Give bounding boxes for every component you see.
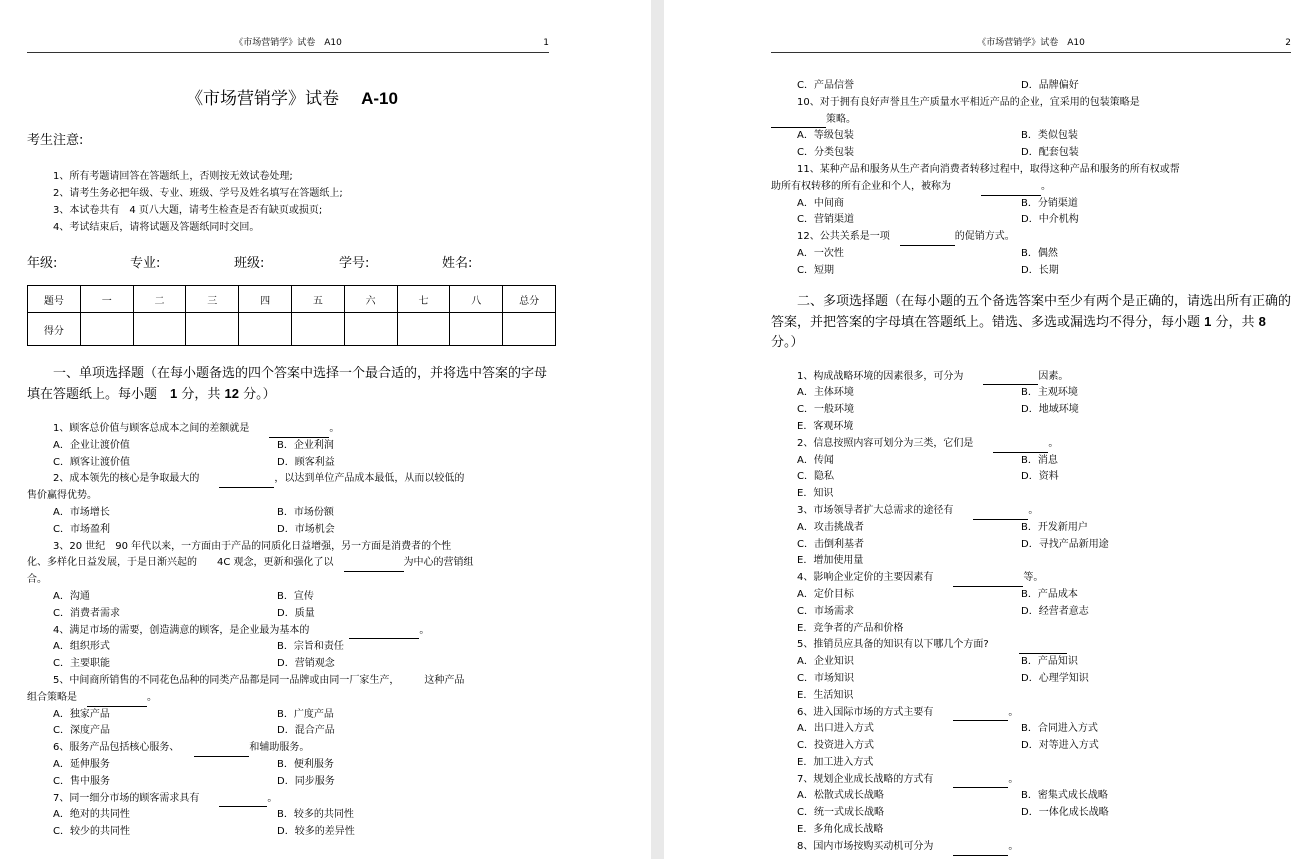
options-row [27, 455, 557, 472]
options-row [27, 723, 557, 740]
question-text: 1、顾客总价值与顾客总成本之间的差额就是 [53, 423, 250, 434]
question-text: 。 [1028, 504, 1039, 516]
question-7 [27, 791, 557, 808]
options-row [27, 707, 557, 724]
option: C．市场盈利 [53, 523, 110, 535]
option: D．市场机会 [277, 523, 335, 535]
options-row [771, 419, 1291, 436]
notice-heading: 考生注意: [27, 133, 84, 148]
option: C．市场需求 [797, 605, 854, 617]
option: C．顾客让渡价值 [53, 456, 130, 468]
option: C．隐私 [797, 471, 834, 483]
question-text: 6、服务产品包括核心服务、 [53, 742, 175, 754]
question-text: 和辅助服务。 [249, 742, 310, 754]
table-cell: 题号 [28, 286, 81, 313]
title-text: 《市场营销学》试卷 [186, 89, 340, 109]
section-text: 分。） [238, 387, 276, 402]
table-cell: 二 [133, 286, 186, 313]
section-number: 12 [224, 386, 239, 401]
question-text: 。 [1008, 840, 1019, 852]
question-text: 。 [1048, 437, 1059, 449]
options-row [771, 78, 1291, 95]
answer-blank [953, 843, 1008, 856]
options-row [27, 522, 557, 539]
option: E．知识 [797, 488, 834, 500]
options-row [27, 774, 557, 791]
options-row [771, 469, 1291, 486]
option: C．短期 [797, 264, 834, 276]
answer-blank [993, 440, 1048, 453]
question-text: 4、影响企业定价的主要因素有 [797, 572, 934, 584]
options-row [771, 721, 1291, 738]
option: B．较多的共同性 [277, 809, 354, 821]
answer-blank [349, 626, 419, 639]
option: B．市场份额 [277, 506, 334, 518]
answer-blank [953, 708, 1008, 721]
page-number: 2 [1285, 38, 1291, 48]
option: C．深度产品 [53, 725, 110, 737]
option: B．宣传 [277, 590, 314, 602]
option: A．市场增长 [53, 506, 110, 518]
question-text: 为中心的营销组 [403, 557, 474, 569]
option: D．对等进入方式 [1021, 740, 1099, 752]
option: A．中间商 [797, 197, 844, 209]
title-code: A-10 [361, 89, 398, 108]
options-row [771, 128, 1291, 145]
question-m3 [771, 503, 1291, 520]
score-cell [239, 313, 292, 346]
option: B．合同进入方式 [1021, 723, 1098, 735]
question-m4 [771, 570, 1291, 587]
question-text: 7、同一细分市场的顾客需求具有 [53, 792, 200, 804]
options-row [771, 263, 1291, 280]
options-row [771, 587, 1291, 604]
option: D．混合产品 [277, 725, 335, 737]
question-text: 4、满足市场的需要，创造满意的顾客，是企业最为基本的 [53, 624, 310, 636]
option: C．产品信誉 [797, 80, 854, 91]
question-text: 的促销方式。 [954, 231, 1015, 243]
option: D．品牌偏好 [1021, 80, 1079, 91]
answer-blank [87, 694, 147, 707]
option: D．寻找产品新用途 [1021, 538, 1109, 550]
answer-blank [1019, 641, 1067, 654]
option: E．增加使用量 [797, 555, 864, 567]
options-row [771, 755, 1291, 772]
option: A．一次性 [797, 247, 844, 259]
section-number: 1 [1204, 313, 1212, 329]
option: C．一般环境 [797, 404, 854, 416]
score-cell [291, 313, 344, 346]
options-row [771, 453, 1291, 470]
question-text: 策略。 [826, 113, 856, 125]
table-cell: 总分 [503, 286, 556, 313]
question-text: 8、国内市场按购买动机可分为 [797, 840, 934, 852]
option: B．消息 [1021, 454, 1058, 466]
question-text: 。 [1041, 180, 1051, 192]
options-row [771, 738, 1291, 755]
options-row [27, 505, 557, 522]
option: C．主要职能 [53, 658, 110, 670]
section-text: 分。） [771, 334, 804, 350]
question-text: 2、信息按照内容可划分为三类，它们是 [797, 437, 974, 449]
question-11-cont [771, 179, 1291, 196]
question-11: 11、某种产品和服务从生产者向消费者转移过程中，取得这种产品和服务的所有权或帮 [797, 163, 1180, 175]
option: A．企业让渡价值 [53, 439, 130, 451]
question-3: 3、20 世纪 90 年代以来，一方面由于产品的同质化日益增强，另一方面是消费者的个性 [53, 540, 452, 552]
option: A．独家产品 [53, 708, 110, 720]
option: D．营销观念 [277, 658, 335, 670]
options-row [771, 385, 1291, 402]
option: B．企业利润 [277, 439, 334, 451]
options-row [771, 788, 1291, 805]
options-row [27, 807, 557, 824]
question-text: 组合策略是 [27, 691, 77, 703]
option: E．加工进入方式 [797, 756, 874, 768]
section-number: 1 [170, 386, 178, 401]
option: C．营销渠道 [797, 214, 854, 226]
answer-blank [981, 183, 1041, 196]
option: E．多角化成长战略 [797, 824, 884, 836]
answer-blank [953, 574, 1023, 587]
name-label: 姓名: [442, 256, 473, 271]
option: A．组织形式 [53, 641, 110, 653]
question-text: 化、多样化日益发展，于是日渐兴起的 4C 观念，更新和强化了以 [27, 557, 334, 569]
section-text: 分，共 [1211, 314, 1259, 330]
question-2-cont: 售价赢得优势。 [27, 490, 97, 502]
option: E．生活知识 [797, 689, 854, 701]
question-text: 3、市场领导者扩大总需求的途径有 [797, 504, 954, 516]
option: D．经营者意志 [1021, 605, 1089, 617]
score-cell [450, 313, 503, 346]
table-cell: 三 [186, 286, 239, 313]
score-cell [186, 313, 239, 346]
header-title: 《市场营销学》试卷 A10 [234, 38, 342, 48]
options-row [771, 212, 1291, 229]
options-row [771, 604, 1291, 621]
question-2 [27, 471, 557, 488]
question-10: 10、对于拥有良好声誉且生产质量水平相近产品的企业，宜采用的包装策略是 [797, 96, 1140, 108]
options-row [771, 520, 1291, 537]
answer-blank [953, 775, 1008, 788]
question-text: 12、公共关系是一项 [797, 231, 890, 243]
table-cell: 五 [291, 286, 344, 313]
option: B．偶然 [1021, 247, 1058, 259]
option: B．开发新用户 [1021, 521, 1088, 533]
answer-blank [219, 794, 267, 807]
option: B．主观环境 [1021, 387, 1078, 399]
options-row [27, 438, 557, 455]
question-m2 [771, 436, 1291, 453]
section-text: 分，共 [177, 387, 225, 402]
options-row [771, 822, 1291, 839]
options-row [771, 654, 1291, 671]
question-4 [27, 623, 557, 640]
header-title: 《市场营销学》试卷 A10 [977, 38, 1085, 48]
question-text: 1、构成战略环境的因素很多，可分为 [797, 370, 964, 382]
option: B．密集式成长战略 [1021, 790, 1108, 802]
option: C．击倒利基者 [797, 538, 864, 550]
notice-item: 4、考试结束后，请将试题及答题纸同时交回。 [53, 222, 260, 233]
option: C．投资进入方式 [797, 740, 874, 752]
option: B．类似包装 [1021, 130, 1078, 142]
table-cell: 六 [344, 286, 397, 313]
options-row [27, 757, 557, 774]
answer-blank [771, 115, 826, 128]
table-cell: 七 [397, 286, 450, 313]
option: A．等级包装 [797, 130, 854, 142]
option: D．同步服务 [277, 775, 335, 787]
question-m6 [771, 705, 1291, 722]
answer-blank [344, 559, 404, 572]
option: A．出口进入方式 [797, 723, 874, 735]
answer-blank [973, 507, 1028, 520]
option: A．松散式成长战略 [797, 790, 884, 802]
notice-item: 2、请考生务必把年级、专业、班级、学号及姓名填写在答题纸上; [53, 188, 343, 199]
options-row [771, 805, 1291, 822]
question-text: 。 [1008, 773, 1019, 785]
options-row [27, 589, 557, 606]
exam-title [27, 88, 557, 110]
score-table-header-row [28, 286, 556, 313]
question-text: 2、成本领先的核心是争取最大的 [53, 473, 200, 485]
question-m8 [771, 839, 1291, 856]
option: C．统一式成长战略 [797, 807, 884, 819]
question-text: 5、推销员应具备的知识有以下哪几个方面? [797, 639, 989, 651]
option: A．沟通 [53, 590, 90, 602]
grade-label: 年级: [27, 256, 58, 271]
options-row [771, 553, 1291, 570]
option: D．地域环境 [1021, 404, 1079, 416]
answer-blank [983, 372, 1038, 385]
question-text: 。 [1008, 706, 1019, 718]
section-2-heading [771, 292, 1291, 353]
options-row [27, 824, 557, 841]
options-row [771, 537, 1291, 554]
options-row [771, 688, 1291, 705]
section-number: 8 [1258, 313, 1266, 329]
option: C．市场知识 [797, 672, 854, 684]
score-cell [80, 313, 133, 346]
option: A．攻击挑战者 [797, 521, 864, 533]
option: C．较少的共同性 [53, 826, 130, 838]
question-m1 [771, 369, 1291, 386]
question-6 [27, 740, 557, 757]
class-label: 班级: [234, 256, 265, 271]
option: D．顾客利益 [277, 456, 335, 468]
question-text: 6、进入国际市场的方式主要有 [797, 706, 934, 718]
option: D．配套包装 [1021, 147, 1079, 159]
option: B．宗旨和责任 [277, 641, 344, 653]
option: D．中介机构 [1021, 214, 1079, 226]
option: D．资料 [1021, 471, 1059, 483]
option: A．主体环境 [797, 387, 854, 399]
option: D．一体化成长战略 [1021, 807, 1109, 819]
score-cell [397, 313, 450, 346]
option: D．质量 [277, 607, 315, 619]
score-table [27, 285, 556, 346]
question-m7 [771, 772, 1291, 789]
major-label: 专业: [130, 256, 161, 271]
table-cell: 四 [239, 286, 292, 313]
question-5-cont [27, 690, 557, 707]
option: C．消费者需求 [53, 607, 120, 619]
options-row [771, 196, 1291, 213]
options-row [771, 486, 1291, 503]
score-table-score-row [28, 313, 556, 346]
question-1 [27, 421, 557, 438]
question-3-cont [27, 555, 557, 572]
section-1-heading [27, 364, 557, 405]
option: E．竞争者的产品和价格 [797, 622, 904, 634]
notice-item: 3、本试卷共有 4 页八大题，请考生检查是否有缺页或损页; [53, 205, 323, 216]
score-cell [503, 313, 556, 346]
option: A．定价目标 [797, 588, 854, 600]
options-row [771, 246, 1291, 263]
option: B．广度产品 [277, 708, 334, 720]
options-row [771, 621, 1291, 638]
option: D．较多的差异性 [277, 826, 355, 838]
option: E．客观环境 [797, 420, 854, 432]
option: B．产品知识 [1021, 656, 1078, 668]
question-text: 。 [147, 691, 157, 703]
question-text: 。 [267, 792, 278, 804]
option: B．便利服务 [277, 758, 334, 770]
score-cell [133, 313, 186, 346]
notice-item: 1、所有考题请回答在答题纸上，否则按无效试卷处理; [53, 171, 293, 182]
answer-blank [219, 475, 274, 488]
option: A．绝对的共同性 [53, 809, 130, 821]
question-10-cont [771, 112, 1291, 129]
table-cell: 一 [80, 286, 133, 313]
option: A．传闻 [797, 454, 834, 466]
page-header [27, 36, 549, 53]
page-header [771, 36, 1291, 53]
answer-blank [269, 425, 329, 438]
options-row [27, 656, 557, 673]
exam-page-2 [664, 0, 1297, 859]
question-text: 因素。 [1038, 370, 1069, 382]
option: D．心理学知识 [1021, 672, 1089, 684]
score-cell [344, 313, 397, 346]
section-text: 一、单项选择题（在每小题备选的四个答案中选择一个最合适的，并将选中答案的字母填在答题纸上。每小题 [27, 366, 548, 402]
options-row [27, 606, 557, 623]
option: C．分类包装 [797, 147, 854, 159]
question-12 [771, 229, 1291, 246]
question-text: 助所有权转移的所有企业和个人，被称为 [771, 180, 951, 192]
option: A．延伸服务 [53, 758, 110, 770]
student-info-fields [27, 252, 557, 271]
question-text: 。 [419, 624, 430, 636]
question-text: 等。 [1023, 572, 1044, 584]
options-row [27, 639, 557, 656]
answer-blank [900, 233, 955, 246]
options-row [771, 671, 1291, 688]
page-number: 1 [543, 38, 549, 48]
option: B．分销渠道 [1021, 197, 1078, 209]
option: B．产品成本 [1021, 588, 1078, 600]
question-text: 7、规划企业成长战略的方式有 [797, 773, 934, 785]
option: C．售中服务 [53, 775, 110, 787]
table-cell: 八 [450, 286, 503, 313]
question-m5 [771, 637, 1291, 654]
question-text: ，以达到单位产品成本最低，从而以较低的 [274, 473, 465, 485]
table-cell: 得分 [28, 313, 81, 346]
section-text: 二、多项选择题（在每小题的五个备选答案中至少有两个是正确的，请选出所有正确的答案，并把答案的字母填在答题纸上。错选、多选或漏选均不得分，每小题 [771, 293, 1292, 330]
options-row [771, 145, 1291, 162]
question-text: 。 [329, 423, 340, 434]
answer-blank [194, 744, 249, 757]
question-3-cont: 合。 [27, 574, 47, 586]
option: D．长期 [1021, 264, 1059, 276]
question-5: 5、中间商所销售的不同花色品种的同类产品都是同一品牌或由同一厂家生产， 这种产品 [53, 674, 465, 686]
student-id-label: 学号: [339, 256, 370, 271]
option: A．企业知识 [797, 656, 854, 668]
options-row [771, 402, 1291, 419]
